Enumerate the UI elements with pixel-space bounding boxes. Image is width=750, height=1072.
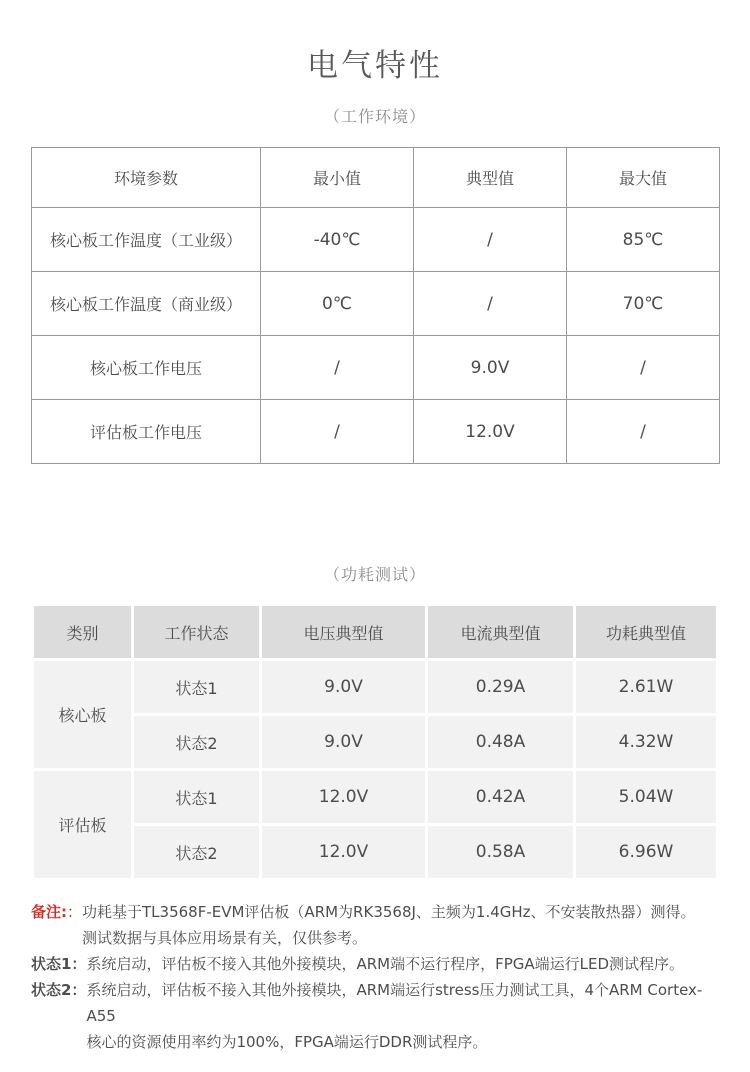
power-cell-state: 状态1 [134,771,259,823]
power-header-category: 类别 [34,606,131,658]
note-state1-line: 系统启动，评估板不接入其他外接模块，ARM端不运行程序，FPGA端运行LED测试程序。 [86,955,685,973]
note-remark-separator: ： [67,903,83,921]
env-cell-min: / [261,336,414,400]
note-remark-label [31,899,82,925]
env-table-row [32,336,720,400]
env-table-row [32,400,720,464]
power-cell-state: 状态1 [134,661,259,713]
power-cell-current: 0.48A [428,716,573,768]
power-cell-category-eval-board: 评估板 [34,771,131,878]
power-cell-power: 5.04W [576,771,716,823]
power-table-header-row [34,606,716,658]
env-header-min: 最小值 [261,148,414,208]
power-cell-current: 0.29A [428,661,573,713]
note-state2-body [86,977,719,1055]
power-section-subtitle: （功耗测试） [323,565,426,584]
env-cell-typical: / [414,272,567,336]
power-cell-state: 状态2 [134,716,259,768]
power-header-voltage: 电压典型值 [262,606,425,658]
env-cell-min: -40℃ [261,208,414,272]
note-state1-body [86,951,719,977]
power-cell-current: 0.58A [428,826,573,878]
power-header-power: 功耗典型值 [576,606,716,658]
env-cell-max: / [567,400,720,464]
power-cell-power: 2.61W [576,661,716,713]
note-state2-line: 核心的资源使用率约为100%，FPGA端运行DDR测试程序。 [86,1033,488,1051]
power-cell-power: 6.96W [576,826,716,878]
note-state1 [31,951,719,977]
env-table-row [32,208,720,272]
power-cell-state: 状态2 [134,826,259,878]
note-remark-line: 测试数据与具体应用场景有关，仅供参考。 [82,929,368,947]
power-table-row [34,716,716,768]
note-remark [31,899,719,951]
page-title: 电气特性 [307,48,443,84]
power-header-current: 电流典型值 [428,606,573,658]
note-remark-label-text: 备注: [31,903,67,921]
env-header-parameter: 环境参数 [32,148,261,208]
env-cell-min: / [261,400,414,464]
env-table-header-row [32,148,720,208]
env-cell-parameter: 核心板工作电压 [32,336,261,400]
power-header-state: 工作状态 [134,606,259,658]
env-table [31,147,720,464]
note-state2-label: 状态2： [31,981,87,999]
notes [31,899,719,1055]
env-cell-parameter: 核心板工作温度（工业级） [32,208,261,272]
note-state1-label: 状态1： [31,955,87,973]
power-table-row [34,826,716,878]
note-remark-line: 功耗基于TL3568F-EVM评估板（ARM为RK3568J、主频为1.4GHz、不安装散热器）测得。 [82,903,696,921]
env-cell-typical: / [414,208,567,272]
note-state2 [31,977,719,1055]
power-table-row [34,771,716,823]
env-header-max: 最大值 [567,148,720,208]
power-cell-voltage: 12.0V [262,826,425,878]
env-cell-typical: 12.0V [414,400,567,464]
env-header-typical: 典型值 [414,148,567,208]
power-cell-category-core-board: 核心板 [34,661,131,768]
power-cell-current: 0.42A [428,771,573,823]
note-remark-body [82,899,719,951]
env-cell-min: 0℃ [261,272,414,336]
power-cell-voltage: 12.0V [262,771,425,823]
env-cell-max: / [567,336,720,400]
power-table-row [34,661,716,713]
power-cell-voltage: 9.0V [262,661,425,713]
env-cell-max: 70℃ [567,272,720,336]
power-table [31,603,719,881]
env-cell-max: 85℃ [567,208,720,272]
note-state2-line: 系统启动，评估板不接入其他外接模块，ARM端运行stress压力测试工具，4个ARM Cortex-A55 [86,981,703,1025]
env-cell-parameter: 评估板工作电压 [32,400,261,464]
env-table-row [32,272,720,336]
power-cell-voltage: 9.0V [262,716,425,768]
env-cell-parameter: 核心板工作温度（商业级） [32,272,261,336]
env-section-subtitle: （工作环境） [323,107,426,126]
power-cell-power: 4.32W [576,716,716,768]
env-cell-typical: 9.0V [414,336,567,400]
